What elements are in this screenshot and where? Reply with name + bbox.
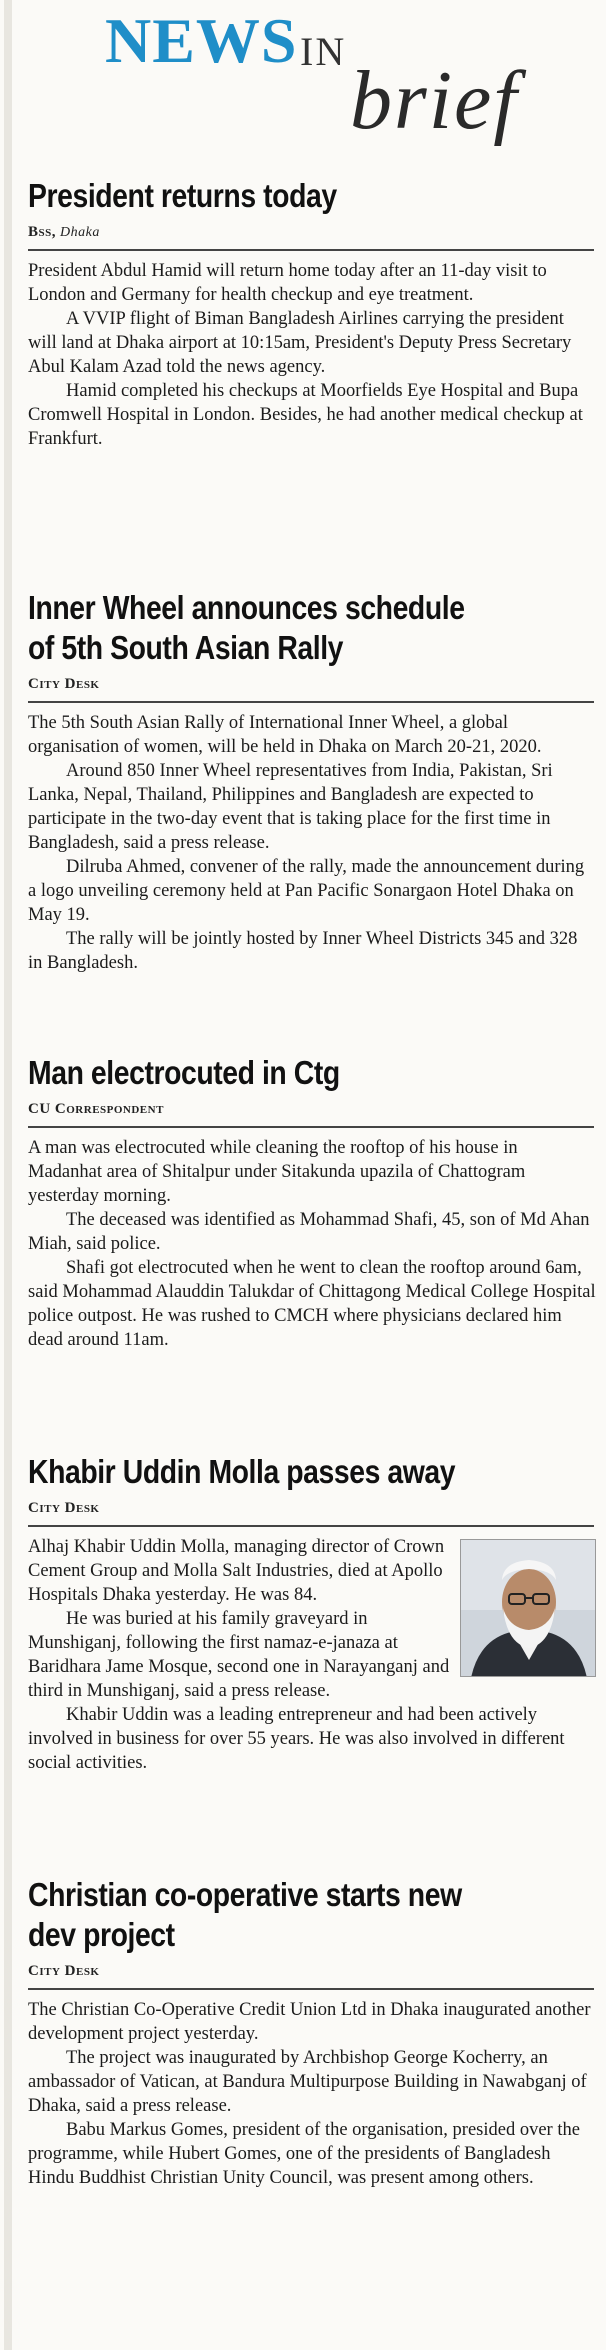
story-paragraph: The rally will be jointly hosted by Inner Wheel Districts 345 and 328 in Bangladesh. [28,929,578,973]
masthead-brief: brief [350,54,519,147]
story-paragraph: Shafi got electrocuted when he went to clean the rooftop around 6am, said Mohammad Alauddin Talukdar of Chittagong Medical College Hospital police outpost. He was rushed to CMCH where physicians declared him dead around 11am. [28,1258,596,1350]
headline-line: Christian co-operative starts new [28,1876,462,1913]
story-byline [28,1963,596,1980]
story-headline [28,588,596,668]
story-paragraph: A VVIP flight of Biman Bangladesh Airlines carrying the president will land at Dhaka airport at 10:15am, President's Deputy Press Secretary Abul Kalam Azad told the news agency. [28,309,572,377]
story-byline [28,224,596,241]
headline-line: Man electrocuted in Ctg [28,1054,340,1091]
story-paragraph: The deceased was identified as Mohammad Shafi, 45, son of Md Ahan Miah, said police. [28,1210,590,1254]
story-paragraph: Alhaj Khabir Uddin Molla, managing director of Crown Cement Group and Molla Salt Industries, died at Apollo Hospitals Dhaka yesterday. He was 84. [28,1537,445,1605]
story-headline [28,176,596,216]
story-paragraph: Around 850 Inner Wheel representatives from India, Pakistan, Sri Lanka, Nepal, Thailand, Philippines and Bangladesh are expected to participate in the two-day event that is taking place for the first time in Bangladesh, said a press release. [28,761,553,853]
headline-line: Khabir Uddin Molla passes away [28,1453,456,1490]
portrait-photo [460,1539,596,1677]
divider-rule [28,1988,594,1990]
headline-line: of 5th South Asian Rally [28,629,344,666]
story-paragraph: He was buried at his family graveyard in Munshiganj, following the first namaz-e-janaza at Baridhara Jame Mosque, second one in Narayanganj and third in Munshiganj, said a press release. [28,1609,450,1701]
story-paragraph: The Christian Co-Operative Credit Union Ltd in Dhaka inaugurated another development project yesterday. [28,2000,591,2044]
divider-rule [28,1126,594,1128]
section-masthead [95,4,565,147]
headline-line: Inner Wheel announces schedule [28,589,465,626]
headline-line: President returns today [28,177,337,214]
story-paragraph: A man was electrocuted while cleaning the rooftop of his house in Madanhat area of Shitalpur under Sitakunda upazila of Chattogram yesterday morning. [28,1138,526,1206]
divider-rule [28,1525,594,1527]
story-byline [28,1101,596,1118]
byline-source: City Desk [28,1500,100,1516]
byline-source: City Desk [28,676,100,692]
story-headline [28,1875,596,1955]
masthead-in: IN [300,29,347,74]
byline-source: Bss, [28,224,56,240]
story-headline [28,1452,596,1492]
story-president-returns [28,176,596,451]
story-inner-wheel [28,588,596,975]
story-paragraph: The project was inaugurated by Archbishop George Kocherry, an ambassador of Vatican, at Bandura Multipurpose Building in Nawabganj of Dhaka, said a press release. [28,2048,587,2116]
story-paragraph: Khabir Uddin was a leading entrepreneur and had been actively involved in business for over 55 years. He was also involved in different social activities. [28,1705,565,1773]
story-khabir-uddin-molla [28,1452,596,1775]
story-paragraph: Babu Markus Gomes, president of the organisation, presided over the programme, while Hubert Gomes, one of the presidents of Bangladesh Hindu Buddhist Christian Unity Council, was present among others. [28,2120,580,2188]
divider-rule [28,701,594,703]
story-byline [28,1500,596,1517]
byline-source: City Desk [28,1963,100,1979]
byline-place: Dhaka [60,225,100,240]
story-paragraph: The 5th South Asian Rally of International Inner Wheel, a global organisation of women, will be held in Dhaka on March 20-21, 2020. [28,713,542,757]
masthead-news: NEWS [105,5,298,76]
byline-source: CU Correspondent [28,1101,164,1117]
story-paragraph: President Abdul Hamid will return home today after an 11-day visit to London and Germany for health checkup and eye treatment. [28,261,547,305]
story-man-electrocuted [28,1053,596,1352]
headline-line: dev project [28,1916,175,1953]
divider-rule [28,249,594,251]
page-edge [4,0,12,2350]
story-paragraph: Hamid completed his checkups at Moorfields Eye Hospital and Bupa Cromwell Hospital in London. Besides, he had another medical checkup at Frankfurt. [28,381,583,449]
story-headline [28,1053,596,1093]
story-christian-cooperative [28,1875,596,2190]
portrait-illustration [461,1540,596,1677]
story-byline [28,676,596,693]
story-paragraph: Dilruba Ahmed, convener of the rally, made the announcement during a logo unveiling ceremony held at Pan Pacific Sonargaon Hotel Dhaka on May 19. [28,857,585,925]
